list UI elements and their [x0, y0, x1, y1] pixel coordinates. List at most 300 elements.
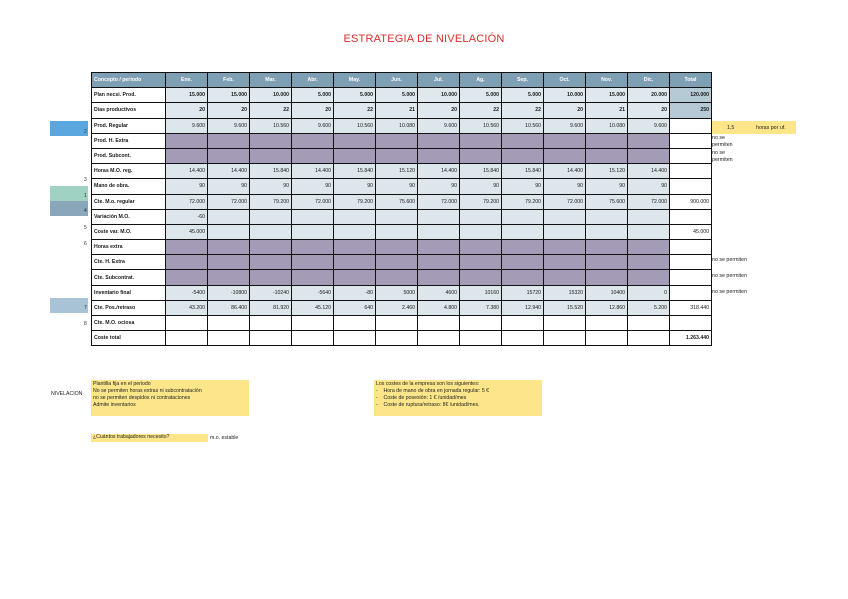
- value-cell[interactable]: [292, 316, 334, 331]
- value-cell[interactable]: [460, 270, 502, 285]
- value-cell[interactable]: 4600: [418, 285, 460, 300]
- value-cell[interactable]: 81.920: [250, 300, 292, 315]
- value-cell[interactable]: 72.000: [544, 194, 586, 209]
- value-cell[interactable]: [292, 148, 334, 163]
- value-cell[interactable]: [586, 224, 628, 239]
- value-cell[interactable]: -80: [334, 285, 376, 300]
- hx-note: no se permiten: [712, 135, 733, 148]
- value-cell[interactable]: 90: [460, 179, 502, 194]
- value-cell[interactable]: [334, 209, 376, 224]
- value-cell[interactable]: [334, 240, 376, 255]
- value-cell[interactable]: [208, 270, 250, 285]
- row-label: Horas extra: [92, 240, 166, 255]
- value-cell[interactable]: 20: [208, 103, 250, 118]
- value-cell[interactable]: 9.600: [544, 118, 586, 133]
- header-cell: Feb.: [208, 73, 250, 88]
- hours-per-unit-note: [712, 121, 796, 134]
- value-cell[interactable]: 90: [544, 179, 586, 194]
- value-cell[interactable]: [460, 316, 502, 331]
- leveling-table: [91, 72, 712, 346]
- value-cell[interactable]: 5000: [376, 285, 418, 300]
- question-box: [91, 434, 208, 442]
- total-cell[interactable]: [670, 285, 712, 300]
- value-cell[interactable]: 20: [166, 103, 208, 118]
- value-cell[interactable]: [628, 316, 670, 331]
- value-cell[interactable]: 86.400: [208, 300, 250, 315]
- value-cell[interactable]: -5400: [166, 285, 208, 300]
- table-row: [92, 316, 712, 331]
- value-cell[interactable]: 22: [334, 103, 376, 118]
- row-label: Coste var. M.O.: [92, 224, 166, 239]
- question-answer: m.o. estable: [210, 435, 239, 441]
- value-cell[interactable]: 5.000: [334, 88, 376, 103]
- value-cell[interactable]: [376, 133, 418, 148]
- nivelacion-line: No se permiten horas extras ni subcontratación: [93, 388, 202, 394]
- row-label: Cte. H. Extra: [92, 255, 166, 270]
- value-cell[interactable]: [586, 255, 628, 270]
- value-cell[interactable]: [166, 255, 208, 270]
- value-cell[interactable]: [628, 255, 670, 270]
- value-cell[interactable]: 14.400: [544, 164, 586, 179]
- value-cell[interactable]: [208, 255, 250, 270]
- value-cell[interactable]: [250, 255, 292, 270]
- row-number: 6: [84, 241, 87, 247]
- value-cell[interactable]: [166, 148, 208, 163]
- value-cell[interactable]: 15.000: [208, 88, 250, 103]
- value-cell[interactable]: 72.000: [208, 194, 250, 209]
- value-cell[interactable]: 14.400: [292, 164, 334, 179]
- marker-blue: [50, 121, 88, 136]
- value-cell[interactable]: [250, 240, 292, 255]
- row-label: Prod. H. Extra: [92, 133, 166, 148]
- value-cell[interactable]: [250, 331, 292, 346]
- costes-line: - Coste de posesión: 1 € /unidad/mes: [376, 395, 467, 401]
- value-cell[interactable]: [334, 133, 376, 148]
- value-cell[interactable]: [544, 331, 586, 346]
- value-cell[interactable]: [544, 316, 586, 331]
- value-cell[interactable]: 12.940: [502, 300, 544, 315]
- page-title: ESTRATEGIA DE NIVELACIÓN: [343, 33, 505, 45]
- value-cell[interactable]: [166, 331, 208, 346]
- value-cell[interactable]: 15.840: [250, 164, 292, 179]
- costes-line: - Hora de mano de obra en jornada regular: 5 €: [376, 388, 490, 394]
- question-text: ¿Cuántos trabajadores necesito?: [93, 434, 170, 440]
- value-cell[interactable]: 0: [628, 285, 670, 300]
- value-cell[interactable]: [586, 270, 628, 285]
- value-cell[interactable]: [418, 240, 460, 255]
- value-cell[interactable]: 14.400: [208, 164, 250, 179]
- header-cell: Sep.: [502, 73, 544, 88]
- row-label: Cte. Subcontrat.: [92, 270, 166, 285]
- value-cell[interactable]: 15.000: [166, 88, 208, 103]
- table-row: [92, 179, 712, 194]
- total-cell[interactable]: [670, 270, 712, 285]
- value-cell[interactable]: 10400: [586, 285, 628, 300]
- value-cell[interactable]: 90: [250, 179, 292, 194]
- value-cell[interactable]: [334, 148, 376, 163]
- table-row: [92, 118, 712, 133]
- header-cell: Jul.: [418, 73, 460, 88]
- header-cell: May.: [334, 73, 376, 88]
- row-number: 2: [84, 129, 87, 135]
- value-cell[interactable]: 72.000: [628, 194, 670, 209]
- nivelacion-box: [91, 380, 249, 416]
- value-cell[interactable]: 15.840: [502, 164, 544, 179]
- marker-slate: [50, 201, 88, 216]
- value-cell[interactable]: [334, 331, 376, 346]
- value-cell[interactable]: 90: [334, 179, 376, 194]
- value-cell[interactable]: 10.000: [418, 88, 460, 103]
- value-cell[interactable]: [544, 133, 586, 148]
- costes-box: [374, 380, 542, 416]
- value-cell[interactable]: [376, 224, 418, 239]
- value-cell[interactable]: 12.860: [586, 300, 628, 315]
- value-cell[interactable]: [586, 148, 628, 163]
- value-cell[interactable]: [628, 133, 670, 148]
- value-cell[interactable]: [418, 224, 460, 239]
- value-cell[interactable]: [208, 133, 250, 148]
- value-cell[interactable]: 20: [292, 103, 334, 118]
- value-cell[interactable]: [544, 224, 586, 239]
- value-cell[interactable]: [502, 270, 544, 285]
- table-row: [92, 209, 712, 224]
- header-cell: Abr.: [292, 73, 334, 88]
- value-cell[interactable]: [376, 209, 418, 224]
- horas-extra-note: no se permiten: [712, 257, 748, 263]
- value-cell[interactable]: 5.200: [628, 300, 670, 315]
- value-cell[interactable]: 20.000: [628, 88, 670, 103]
- header-cell: Total: [670, 73, 712, 88]
- value-cell[interactable]: 5.000: [460, 88, 502, 103]
- table-header-row: [92, 73, 712, 88]
- total-cell[interactable]: 250: [670, 103, 712, 118]
- value-cell[interactable]: [502, 240, 544, 255]
- value-cell[interactable]: -10240: [250, 285, 292, 300]
- table-row: [92, 194, 712, 209]
- value-cell[interactable]: [628, 209, 670, 224]
- value-cell[interactable]: [250, 224, 292, 239]
- value-cell[interactable]: [376, 331, 418, 346]
- value-cell[interactable]: [502, 133, 544, 148]
- value-cell[interactable]: 90: [502, 179, 544, 194]
- table-row: [92, 300, 712, 315]
- value-cell[interactable]: [292, 255, 334, 270]
- value-cell[interactable]: [502, 209, 544, 224]
- row-label: Cte. M.o. regular: [92, 194, 166, 209]
- nivelacion-line: Admite inventarios: [93, 402, 136, 408]
- value-cell[interactable]: [460, 133, 502, 148]
- row-number: 1: [84, 193, 87, 199]
- value-cell[interactable]: [502, 148, 544, 163]
- value-cell[interactable]: 15.120: [586, 164, 628, 179]
- cte-hextra-note: no se permiten: [712, 273, 748, 279]
- value-cell[interactable]: [166, 133, 208, 148]
- table-row: [92, 224, 712, 239]
- row-label: Días productivos: [92, 103, 166, 118]
- value-cell[interactable]: [460, 224, 502, 239]
- value-cell[interactable]: [208, 316, 250, 331]
- value-cell[interactable]: [586, 133, 628, 148]
- value-cell[interactable]: [586, 240, 628, 255]
- value-cell[interactable]: [334, 316, 376, 331]
- value-cell[interactable]: 14.400: [628, 164, 670, 179]
- row-label: Horas M.O. reg.: [92, 164, 166, 179]
- table-row: [92, 255, 712, 270]
- value-cell[interactable]: 9.600: [292, 118, 334, 133]
- table-row: [92, 270, 712, 285]
- header-cell-concepto: Concepto / periodo: [92, 73, 166, 88]
- value-cell[interactable]: [250, 133, 292, 148]
- value-cell[interactable]: 640: [334, 300, 376, 315]
- value-cell[interactable]: [418, 255, 460, 270]
- value-cell[interactable]: 10.000: [544, 88, 586, 103]
- value-cell[interactable]: [208, 148, 250, 163]
- value-cell[interactable]: 43.200: [166, 300, 208, 315]
- value-cell[interactable]: 15.840: [460, 164, 502, 179]
- value-cell[interactable]: [544, 209, 586, 224]
- table-row: [92, 133, 712, 148]
- value-cell[interactable]: [292, 270, 334, 285]
- value-cell[interactable]: [292, 240, 334, 255]
- nivelacion-line: no se permiten despidos ni contrataciones: [93, 395, 191, 401]
- total-cell[interactable]: [670, 209, 712, 224]
- value-cell[interactable]: [586, 331, 628, 346]
- value-cell[interactable]: 45.000: [166, 224, 208, 239]
- value-cell[interactable]: 10160: [460, 285, 502, 300]
- total-cell[interactable]: 1.263.440: [670, 331, 712, 346]
- header-cell: Nov.: [586, 73, 628, 88]
- sub-note: no se permiten: [712, 150, 733, 163]
- table-row: [92, 285, 712, 300]
- row-number: 8: [84, 321, 87, 327]
- row-label: Variación M.O.: [92, 209, 166, 224]
- header-cell: Jun.: [376, 73, 418, 88]
- value-cell[interactable]: 10.560: [460, 118, 502, 133]
- row-label: Plan necsi. Prod.: [92, 88, 166, 103]
- value-cell[interactable]: 5.000: [292, 88, 334, 103]
- header-cell: Ene.: [166, 73, 208, 88]
- value-cell[interactable]: 10.560: [250, 118, 292, 133]
- header-cell: Ag.: [460, 73, 502, 88]
- row-label: Coste total: [92, 331, 166, 346]
- value-cell[interactable]: 10.080: [376, 118, 418, 133]
- value-cell[interactable]: [292, 331, 334, 346]
- value-cell[interactable]: [586, 209, 628, 224]
- value-cell[interactable]: [376, 316, 418, 331]
- value-cell[interactable]: 22: [250, 103, 292, 118]
- value-cell[interactable]: 5.000: [502, 88, 544, 103]
- value-cell[interactable]: 75.600: [376, 194, 418, 209]
- total-cell[interactable]: [670, 133, 712, 148]
- value-cell[interactable]: 15320: [544, 285, 586, 300]
- value-cell[interactable]: 90: [166, 179, 208, 194]
- value-cell[interactable]: [376, 240, 418, 255]
- value-cell[interactable]: [502, 316, 544, 331]
- total-cell[interactable]: 120.000: [670, 88, 712, 103]
- value-cell[interactable]: 10.000: [250, 88, 292, 103]
- value-cell[interactable]: 2.460: [376, 300, 418, 315]
- value-cell[interactable]: [502, 255, 544, 270]
- value-cell[interactable]: [208, 209, 250, 224]
- nivelacion-label: NIVELACION: [51, 391, 83, 397]
- value-cell[interactable]: 20: [628, 103, 670, 118]
- value-cell[interactable]: 22: [502, 103, 544, 118]
- value-cell[interactable]: [292, 224, 334, 239]
- row-label: Mano de obra.: [92, 179, 166, 194]
- value-cell[interactable]: 21: [586, 103, 628, 118]
- value-cell[interactable]: 9.600: [208, 118, 250, 133]
- value-cell[interactable]: 79.200: [502, 194, 544, 209]
- value-cell[interactable]: [628, 148, 670, 163]
- value-cell[interactable]: [502, 224, 544, 239]
- value-cell[interactable]: 90: [628, 179, 670, 194]
- total-cell[interactable]: [670, 118, 712, 133]
- table-row: [92, 148, 712, 163]
- value-cell[interactable]: 20: [418, 103, 460, 118]
- table-row: [92, 88, 712, 103]
- header-cell: Dic.: [628, 73, 670, 88]
- value-cell[interactable]: [628, 224, 670, 239]
- value-cell[interactable]: 15.120: [376, 164, 418, 179]
- total-cell[interactable]: 45.000: [670, 224, 712, 239]
- value-cell[interactable]: [418, 133, 460, 148]
- value-cell[interactable]: 10.560: [502, 118, 544, 133]
- value-cell[interactable]: [292, 133, 334, 148]
- value-cell[interactable]: 9.600: [418, 118, 460, 133]
- value-cell[interactable]: 15.000: [586, 88, 628, 103]
- value-cell[interactable]: [292, 209, 334, 224]
- value-cell[interactable]: [544, 240, 586, 255]
- row-label: Cte. Pos./retraso: [92, 300, 166, 315]
- value-cell[interactable]: [208, 331, 250, 346]
- value-cell[interactable]: 90: [586, 179, 628, 194]
- hours-label: horas por uf.: [756, 125, 786, 131]
- total-cell[interactable]: 318.440: [670, 300, 712, 315]
- value-cell[interactable]: [250, 209, 292, 224]
- table-row: [92, 164, 712, 179]
- value-cell[interactable]: [502, 331, 544, 346]
- total-cell[interactable]: [670, 179, 712, 194]
- value-cell[interactable]: [460, 255, 502, 270]
- value-cell[interactable]: 22: [460, 103, 502, 118]
- nivelacion-line: Plantilla fija en el periodo: [93, 381, 151, 387]
- total-cell[interactable]: [670, 164, 712, 179]
- value-cell[interactable]: [250, 270, 292, 285]
- total-cell[interactable]: [670, 255, 712, 270]
- value-cell[interactable]: 7.380: [460, 300, 502, 315]
- value-cell[interactable]: [544, 255, 586, 270]
- value-cell[interactable]: -10800: [208, 285, 250, 300]
- value-cell[interactable]: -5640: [292, 285, 334, 300]
- row-number: 4: [84, 208, 87, 214]
- value-cell[interactable]: 15.520: [544, 300, 586, 315]
- row-number: 7: [84, 305, 87, 311]
- value-cell[interactable]: 75.600: [586, 194, 628, 209]
- value-cell[interactable]: [628, 240, 670, 255]
- value-cell[interactable]: [418, 148, 460, 163]
- value-cell[interactable]: 20: [544, 103, 586, 118]
- value-cell[interactable]: [334, 255, 376, 270]
- cte-subcont-note: no se permiten: [712, 289, 748, 295]
- value-cell[interactable]: 72.000: [166, 194, 208, 209]
- value-cell[interactable]: 79.200: [250, 194, 292, 209]
- value-cell[interactable]: [250, 148, 292, 163]
- value-cell[interactable]: [628, 270, 670, 285]
- value-cell[interactable]: [460, 209, 502, 224]
- marker-green: [50, 186, 88, 201]
- value-cell[interactable]: 9.600: [628, 118, 670, 133]
- value-cell[interactable]: [208, 240, 250, 255]
- value-cell[interactable]: 72.000: [418, 194, 460, 209]
- value-cell[interactable]: [376, 255, 418, 270]
- value-cell[interactable]: 90: [418, 179, 460, 194]
- value-cell[interactable]: [544, 148, 586, 163]
- value-cell[interactable]: 9.600: [166, 118, 208, 133]
- value-cell[interactable]: [418, 331, 460, 346]
- value-cell[interactable]: [334, 270, 376, 285]
- value-cell[interactable]: [166, 240, 208, 255]
- total-cell[interactable]: [670, 316, 712, 331]
- value-cell[interactable]: [418, 270, 460, 285]
- value-cell[interactable]: [250, 316, 292, 331]
- value-cell[interactable]: 72.000: [292, 194, 334, 209]
- value-cell[interactable]: [376, 148, 418, 163]
- value-cell[interactable]: [460, 148, 502, 163]
- value-cell[interactable]: 14.400: [166, 164, 208, 179]
- value-cell[interactable]: 5.000: [376, 88, 418, 103]
- row-label: Inventario final: [92, 285, 166, 300]
- row-label: Prod. Regular: [92, 118, 166, 133]
- value-cell[interactable]: 90: [376, 179, 418, 194]
- hours-value: 1,5: [727, 125, 735, 131]
- value-cell[interactable]: [460, 331, 502, 346]
- value-cell[interactable]: [628, 331, 670, 346]
- value-cell[interactable]: 21: [376, 103, 418, 118]
- value-cell[interactable]: 10.080: [586, 118, 628, 133]
- total-cell[interactable]: [670, 240, 712, 255]
- value-cell[interactable]: 15720: [502, 285, 544, 300]
- value-cell[interactable]: [418, 209, 460, 224]
- table-row: [92, 240, 712, 255]
- row-label: Prod. Subcont.: [92, 148, 166, 163]
- value-cell[interactable]: [460, 240, 502, 255]
- value-cell[interactable]: 79.200: [460, 194, 502, 209]
- value-cell[interactable]: 90: [292, 179, 334, 194]
- value-cell[interactable]: [166, 316, 208, 331]
- costes-heading: Los costes de la empresa son los siguientes:: [376, 381, 480, 387]
- value-cell[interactable]: [208, 224, 250, 239]
- value-cell[interactable]: -60: [166, 209, 208, 224]
- header-cell: Oct.: [544, 73, 586, 88]
- value-cell[interactable]: [376, 270, 418, 285]
- value-cell[interactable]: [166, 270, 208, 285]
- total-cell[interactable]: 900.000: [670, 194, 712, 209]
- value-cell[interactable]: 15.840: [334, 164, 376, 179]
- value-cell[interactable]: 10.560: [334, 118, 376, 133]
- value-cell[interactable]: 45.120: [292, 300, 334, 315]
- value-cell[interactable]: [586, 316, 628, 331]
- value-cell[interactable]: 90: [208, 179, 250, 194]
- value-cell[interactable]: [544, 270, 586, 285]
- value-cell[interactable]: [418, 316, 460, 331]
- marker-light-blue: [50, 298, 88, 313]
- costes-line: - Coste de ruptura/retraso: 8€ /unidad/mes.: [376, 402, 480, 408]
- value-cell[interactable]: [334, 224, 376, 239]
- total-cell[interactable]: [670, 148, 712, 163]
- value-cell[interactable]: 4.800: [418, 300, 460, 315]
- value-cell[interactable]: 79.200: [334, 194, 376, 209]
- value-cell[interactable]: 14.400: [418, 164, 460, 179]
